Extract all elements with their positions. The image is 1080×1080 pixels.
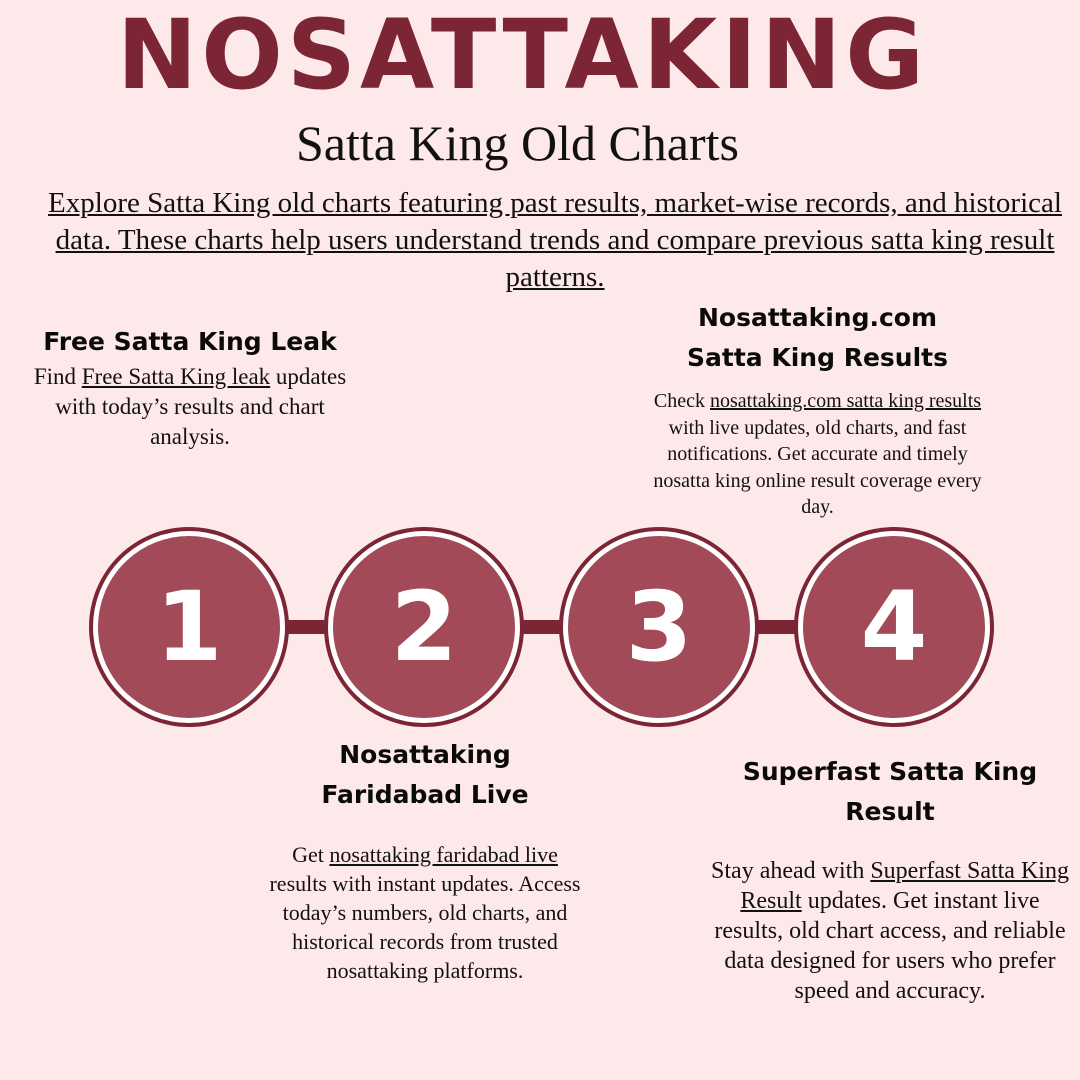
- step-3-body: [640, 388, 995, 521]
- step-2-block: [250, 735, 600, 985]
- step-4-heading-line1: Superfast Satta King: [742, 757, 1038, 786]
- step-1-body: [20, 362, 360, 452]
- step-4-body-after: updates. Get instant live results, old chart access, and reliable data designed for users who prefer speed and accuracy.: [714, 888, 1066, 1004]
- page-subtitle: Satta King Old Charts: [295, 115, 740, 171]
- step-3-body-before: Check: [653, 390, 710, 412]
- step-4-body-before: Stay ahead with: [711, 858, 871, 884]
- brand-title: NOSATTAKING: [116, 0, 929, 111]
- step-3-number: 3: [625, 571, 693, 683]
- step-2-heading-line2: Faridabad Live: [321, 780, 529, 809]
- step-1-block: [20, 322, 360, 452]
- step-1-circle: [93, 531, 285, 723]
- step-1-heading: Free Satta King Leak: [43, 327, 337, 356]
- step-2-body-before: Get: [292, 842, 330, 867]
- step-4-heading-line2: Result: [845, 797, 935, 826]
- step-1-number: 1: [155, 571, 223, 683]
- connector-1-2: [280, 620, 330, 634]
- step-3-link[interactable]: nosattaking.com satta king results: [710, 390, 982, 412]
- step-3-circle: [563, 531, 755, 723]
- connector-3-4: [750, 620, 800, 634]
- step-3-body-after: with live updates, old charts, and fast notifications. Get accurate and timely nosatta king online result coverage every day.: [653, 416, 982, 518]
- step-2-body-after: results with instant updates. Access today’s numbers, old charts, and historical records from trusted nosattaking platforms.: [269, 871, 581, 983]
- step-4-number: 4: [860, 571, 928, 683]
- step-3-heading-line1: Nosattaking.com: [697, 303, 938, 332]
- step-2-link[interactable]: nosattaking faridabad live: [329, 842, 558, 867]
- step-2-body: [250, 840, 600, 985]
- step-3-block: [640, 298, 995, 521]
- step-2-heading-line1: Nosattaking: [339, 740, 511, 769]
- step-4-circle: [798, 531, 990, 723]
- connector-2-3: [515, 620, 565, 634]
- step-2-circle: [328, 531, 520, 723]
- step-1-link[interactable]: Free Satta King leak: [81, 364, 271, 389]
- step-1-body-before: Find: [33, 364, 82, 389]
- intro-paragraph: Explore Satta King old charts featuring past results, market-wise records, and historical data. These charts help users understand trends and compare previous satta king result patterns.: [48, 187, 1062, 293]
- step-3-heading-line2: Satta King Results: [687, 343, 948, 372]
- step-4-block: [710, 752, 1070, 1006]
- step-1-body-after: updates with today’s results and chart analysis.: [55, 364, 347, 449]
- step-2-number: 2: [390, 571, 458, 683]
- step-4-link[interactable]: Superfast Satta King Result: [740, 858, 1069, 914]
- step-4-body: [710, 856, 1070, 1006]
